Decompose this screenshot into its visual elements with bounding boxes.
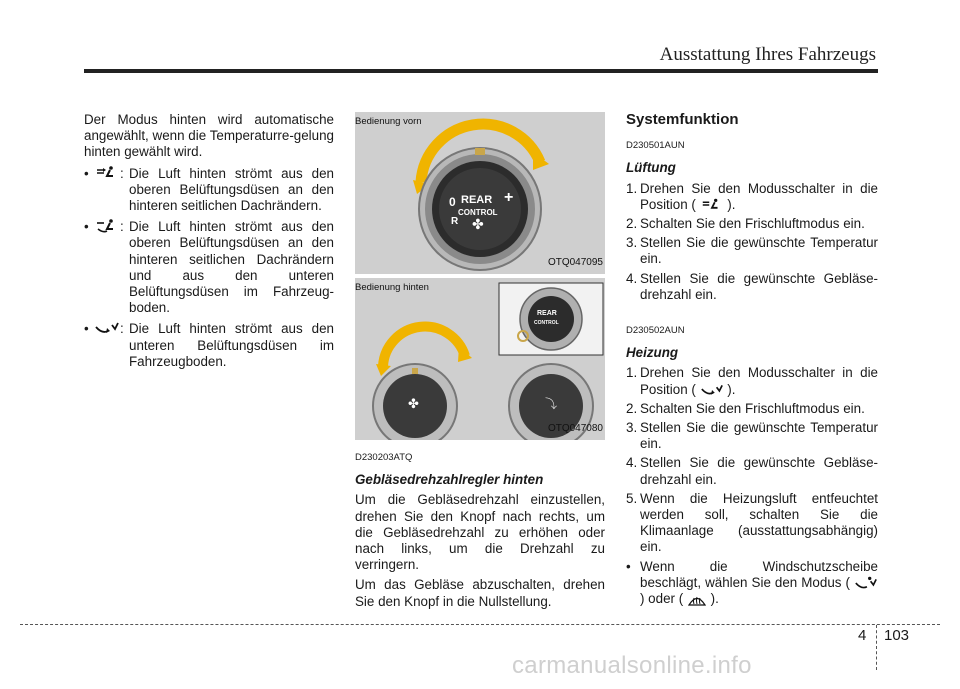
rear-knob-rear-label: REAR xyxy=(537,310,557,317)
bullet-text: Die Luft hinten strömt aus den unteren Belüftungsdüsen im Fahrzeugboden. xyxy=(129,321,334,369)
fan-icon: ✤ xyxy=(408,396,419,411)
footer-divider xyxy=(876,625,877,670)
rear-control-illustration xyxy=(355,278,605,440)
section-subtitle: Heizung xyxy=(626,345,679,361)
section-title: Systemfunktion xyxy=(626,111,739,128)
list-item: 3. Stellen Sie die gewünschte Temperatur ein. xyxy=(626,235,878,267)
list-item: 2. Schalten Sie den Frischluftmodus ein. xyxy=(626,216,865,232)
bullet-dot: • xyxy=(84,321,89,337)
section-code: D230501AUN xyxy=(626,140,685,152)
knob-zero-mark: 0 xyxy=(449,195,456,209)
figure-front-control xyxy=(355,112,605,274)
figure-label: Bedienung vorn xyxy=(355,116,422,127)
list-item: 1. Drehen Sie den Modusschalter in die Position ( ). xyxy=(626,180,878,212)
mode-icon: ⤵ xyxy=(545,397,558,411)
header-rule xyxy=(84,69,878,73)
intro-paragraph: Der Modus hinten wird automatische angewählt, wenn die Temperaturre-gelung hinten gewählt wird. xyxy=(84,112,334,160)
figure-label: Bedienung hinten xyxy=(355,282,429,293)
bullet-text: Die Luft hinten strömt aus den oberen Belüftungsdüsen an den hinteren seitlichen Dachrändern und aus den unteren Belüftungsdüsen im Fahrzeug-boden. xyxy=(129,219,334,316)
list-item: 2. Schalten Sie den Frischluftmodus ein. xyxy=(626,400,865,416)
bullet-dot: • xyxy=(84,165,89,181)
knob-plus-mark: + xyxy=(504,189,514,206)
figure-rear-control xyxy=(355,278,605,440)
list-item: 4. Stellen Sie die gewünschte Gebläse-drehzahl ein. xyxy=(626,455,878,487)
bullet-text: Die Luft hinten strömt aus den oberen Belüftungsdüsen an den hinteren seitlichen Dachrändern. xyxy=(129,165,334,214)
paragraph: Um das Gebläse abzuschalten, drehen Sie den Knopf in die Nullstellung. xyxy=(355,577,605,609)
section-code: D230203ATQ xyxy=(355,452,413,463)
header-title: Ausstattung Ihres Fahrzeugs xyxy=(659,44,876,65)
fan-icon: ✤ xyxy=(472,216,484,232)
list-item: • Wenn die Windschutzscheibe beschlägt, wählen Sie den Modus ( ) oder ( ). xyxy=(626,558,878,607)
vent-upper-airflow-icon xyxy=(700,198,724,212)
knob-rear-label: REAR xyxy=(461,194,493,206)
bi-level-airflow-icon xyxy=(94,219,120,233)
bullet-dot: • xyxy=(84,219,89,235)
section-code: D230502AUN xyxy=(626,325,685,337)
bullet-item: • : Die Luft hinten strömt aus den unteren Belüftungsdüsen im Fahrzeugboden. xyxy=(84,321,334,369)
knob-control-label: CONTROL xyxy=(458,208,498,217)
floor-airflow-icon xyxy=(700,383,724,397)
list-item: 1. Drehen Sie den Modusschalter in die Position ( ). xyxy=(626,365,878,397)
floor-defrost-airflow-icon xyxy=(854,576,878,591)
chapter-number: 4 xyxy=(858,627,867,644)
section-subtitle: Lüftung xyxy=(626,160,676,176)
paragraph: Um die Gebläsedrehzahl einzustellen, drehen Sie den Knopf nach rechts, um die Gebläsedrehzahl zu erhöhen oder nach links, um die Drehzahl zu verringern. xyxy=(355,492,605,573)
page-number: 103 xyxy=(884,627,910,644)
column-middle xyxy=(355,112,605,614)
rear-knob-control-label: CONTROL xyxy=(534,320,559,326)
list-item: 5. Wenn die Heizungsluft entfeuchtet werden soll, schalten Sie die Klimaanlage (ausstattungsabhängig) ein. xyxy=(626,490,878,555)
bullet-item: • : Die Luft hinten strömt aus den oberen Belüftungsdüsen an den hinteren seitlichen Dachrändern und aus den unteren Belüftungsdüsen im Fahrzeug-boden. xyxy=(84,219,334,316)
floor-airflow-icon xyxy=(94,321,120,335)
figure-code: OTQ047080 xyxy=(547,422,603,434)
list-item: 3. Stellen Sie die gewünschte Temperatur ein. xyxy=(626,420,878,452)
footer-rule xyxy=(20,624,940,625)
watermark: carmanualsonline.info xyxy=(512,652,752,679)
figure-code: OTQ047095 xyxy=(547,256,603,268)
section-subtitle: Gebläsedrehzahlregler hinten xyxy=(355,472,544,488)
list-item: 4. Stellen Sie die gewünschte Gebläse-drehzahl ein. xyxy=(626,270,878,302)
knob-r-mark: R xyxy=(451,216,459,227)
bullet-item: • : Die Luft hinten strömt aus den oberen Belüftungsdüsen an den hinteren seitlichen Dachrändern. xyxy=(84,165,334,214)
vent-upper-airflow-icon xyxy=(94,166,120,180)
defrost-icon xyxy=(687,592,707,607)
column-right xyxy=(626,112,878,610)
column-left xyxy=(84,112,334,373)
